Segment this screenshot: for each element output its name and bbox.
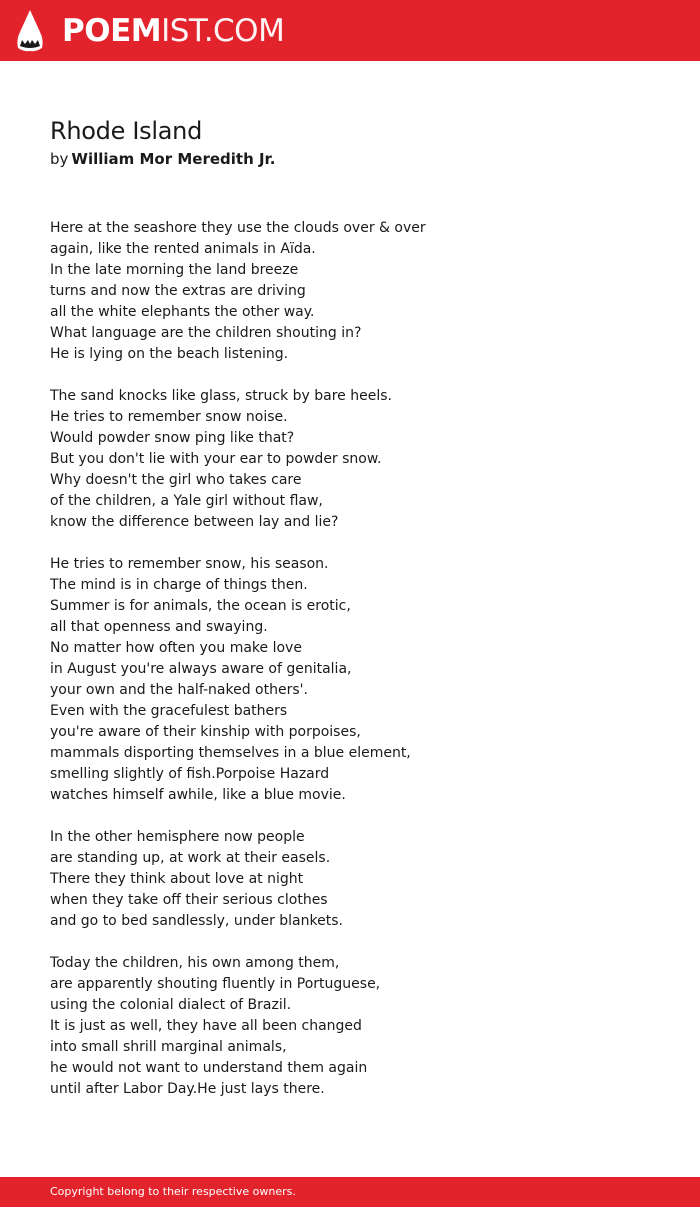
logo-text-bold: POEM	[62, 12, 162, 49]
poem-line: Today the children, his own among them,	[50, 955, 340, 971]
poem-line: he would not want to understand them again	[50, 1060, 368, 1076]
poem-line: The mind is in charge of things then.	[50, 577, 308, 593]
poem-line: smelling slightly of fish.Porpoise Hazard	[50, 766, 330, 782]
poem-stanza	[50, 953, 650, 1100]
poem-line: The sand knocks like glass, struck by bare heels.	[50, 388, 392, 404]
poem-line: until after Labor Day.He just lays there.	[50, 1081, 325, 1097]
poem-line: But you don't lie with your ear to powder snow.	[50, 451, 382, 467]
poem-line: Summer is for animals, the ocean is erotic,	[50, 598, 351, 614]
poem-byline	[50, 148, 276, 170]
poem-line: In the other hemisphere now people	[50, 829, 305, 845]
poem-line: He tries to remember snow noise.	[50, 409, 288, 425]
logo-wordmark	[62, 12, 285, 49]
poem-line: In the late morning the land breeze	[50, 262, 299, 278]
poem-line: all that openness and swaying.	[50, 619, 268, 635]
poem-line: Why doesn't the girl who takes care	[50, 472, 302, 488]
poem-line: when they take off their serious clothes	[50, 892, 328, 908]
poem-stanza	[50, 827, 650, 932]
poem-line: all the white elephants the other way.	[50, 304, 315, 320]
poem-author: William Mor Meredith Jr.	[71, 150, 276, 168]
poem-line: Here at the seashore they use the clouds over & over	[50, 220, 426, 236]
footer-copyright: Copyright belong to their respective owners.	[50, 1185, 296, 1198]
poem-line: watches himself awhile, like a blue movie.	[50, 787, 346, 803]
poem-stanza	[50, 386, 650, 533]
poem-line: mammals disporting themselves in a blue element,	[50, 745, 411, 761]
poem-stanza	[50, 554, 650, 806]
poem-line: He is lying on the beach listening.	[50, 346, 289, 362]
site-header	[0, 0, 700, 61]
poem-line: and go to bed sandlessly, under blankets.	[50, 913, 343, 929]
poem-line: Even with the gracefulest bathers	[50, 703, 288, 719]
poem-line: of the children, a Yale girl without flaw,	[50, 493, 323, 509]
poem-line: your own and the half-naked others'.	[50, 682, 308, 698]
poem-stanza	[50, 218, 650, 365]
poem-line: It is just as well, they have all been changed	[50, 1018, 362, 1034]
poem-line: using the colonial dialect of Brazil.	[50, 997, 292, 1013]
poem-line: you're aware of their kinship with porpoises,	[50, 724, 361, 740]
site-logo[interactable]	[16, 9, 284, 53]
poem-line: are apparently shouting fluently in Portuguese,	[50, 976, 381, 992]
poem-line: are standing up, at work at their easels.	[50, 850, 331, 866]
poem-line: He tries to remember snow, his season.	[50, 556, 329, 572]
logo-text-light: IST.COM	[161, 12, 285, 49]
poem-line: into small shrill marginal animals,	[50, 1039, 287, 1055]
poem-line: turns and now the extras are driving	[50, 283, 306, 299]
poem-line: No matter how often you make love	[50, 640, 302, 656]
poem-line: in August you're always aware of genitalia,	[50, 661, 352, 677]
poem-body	[50, 218, 650, 1121]
poem-line: know the difference between lay and lie?	[50, 514, 339, 530]
poem-line: What language are the children shouting in?	[50, 325, 362, 341]
poem-line: again, like the rented animals in Aïda.	[50, 241, 316, 257]
poem-line: There they think about love at night	[50, 871, 304, 887]
pencil-tip-icon	[16, 10, 44, 52]
poem-title: Rhode Island	[50, 117, 203, 145]
poem-line: Would powder snow ping like that?	[50, 430, 295, 446]
by-label: by	[50, 150, 69, 168]
site-footer	[0, 1177, 700, 1207]
